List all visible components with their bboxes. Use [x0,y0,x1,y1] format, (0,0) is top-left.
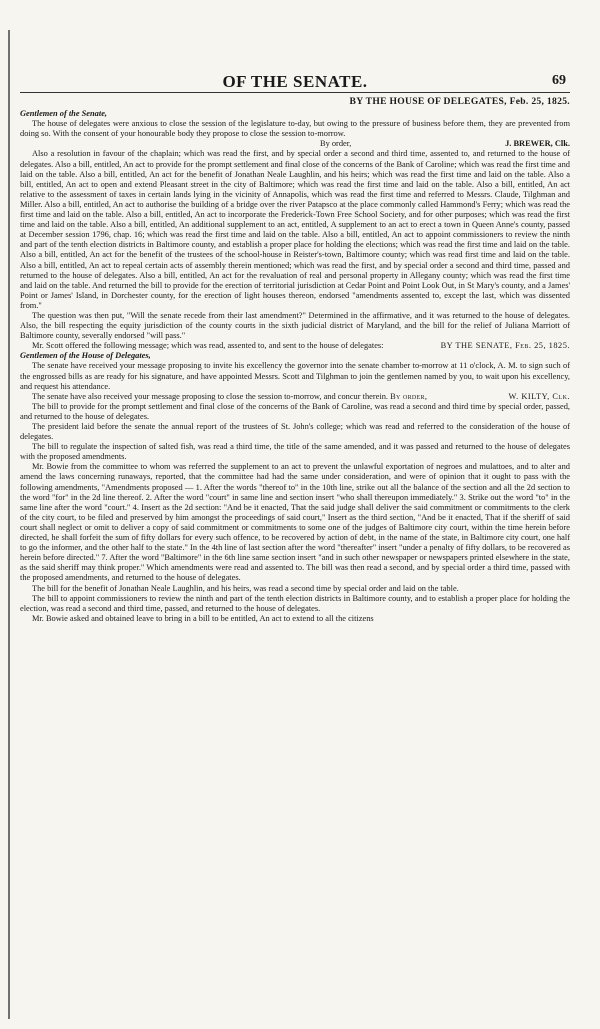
paragraph-st-johns: The president laid before the senate the annual report of the trustees of St. John's college; which was read and referred to the consideration of the house of delegates. [20,422,570,442]
paragraph-concur [20,392,570,402]
dateline-senate: BY THE SENATE, Feb. 25, 1825. [440,341,570,351]
house-message: The house of delegates were anxious to close the session of the legislature to-day, but owing to the pressure of business before them, they are prevented from doing so. With the consent of your honourable body they propose to close the session to-morrow. [20,119,570,139]
clerk-signature-brewer: J. BREWER, Clk. [505,139,570,149]
scott-message-text: Mr. Scott offered the following message; which was read, assented to, and sent to the house of delegates: [32,341,384,351]
header-rule [20,92,570,93]
paragraph-bowie-amendments: Mr. Bowie from the committee to whom was referred the supplement to an act to prevent the unlawful exportation of negroes and mulattoes, and to alter and amend the laws concerning runaways, reported, that the committee had had the same under consideration, and were of opinion that it ought to pass with the following amendments, "Amendments proposed — 1. After the words "thereof to" in the 10th line, strike out all the balance of the section and all the 2d section to the word "for" in the 2d line thereof. 2. After the word "court" in same line and section insert "who shall thereupon immediately." 3. Strike out the word "to" in the same line after the word "court." 4. Insert as the 2d section: "And be it enacted, That the said judge shall deliver the said commitment or commitments to the clerk of the city court, to be filed and preserved by him amongst the proceedings of said court," Insert as the third section, "And be it enacted, That if the sheriff of said court shall neglect or omit to deliver a copy of said commitment or commitments to some one of the judges of Baltimore city court, within the time herein before directed, he shall forfeit the sum of fifty dollars for every such offence, to be recovered by action of debt, in the name of the state, in Baltimore city court, one half to go the informer, and the other half to the state." In the 4th line of last section after the word "thereafter" insert "under a penalty of fifty dollars, to be recovered as herein before directed." 7. After the word "Baltimore" in the 6th line same section insert "and in such other newspaper or newspapers printed elsewhere in the state, as the said sheriff may think proper." Which amendments were read and assented to. The bill was then read a second, and by special order a third time, passed with the proposed amendments, and returned to the house of delegates. [20,462,570,583]
binding-rule [8,30,10,1019]
concur-text: The senate have also received your message proposing to close the session to-morrow, and concur therein. [32,391,388,401]
paragraph-laughlin-bill: The bill for the benefit of Jonathan Neale Laughlin, and his heirs, was read a second time by special order and laid on the table. [32,583,459,593]
paragraph-commissioners-bill: The bill to appoint commissioners to review the ninth and part of the tenth election districts in Baltimore county, and to establish a proper place for holding the election, was read a second and third time, passed, and returned to the house of delegates. [20,593,570,613]
senate-message: The senate have received your message proposing to invite his excellency the governor into the senate chamber to-morrow at 11 o'clock, A. M. to sign such of the engrossed bills as are ready for his signature, and have appointed Messrs. Scott and Tilghman to join the gentlemen named by you, to wait upon his excellency, and request his attendance. [20,361,570,391]
order-label-2: By order, [390,391,428,401]
paragraph-salted-fish: The bill to regulate the inspection of salted fish, was read a third time, the title of the same amended, and it was passed and returned to the house of delegates with the proposed amendments. [20,442,570,462]
paragraph-recede-question: The question was then put, "Will the senate recede from their last amendment?" Determined in the affirmative, and it was returned to the house of delegates. Also, the bill respecting the equity jurisdiction of the county courts in the sixth judicial district of Maryland, and the bill for the relief of Juliana Marriott of Baltimore county, severally endorsed "will pass." [20,310,570,341]
paragraph-bowie-leave: Mr. Bowie asked and obtained leave to bring in a bill to be entitled, An act to extend to all the citizens [32,613,374,623]
running-head: OF THE SENATE. [222,72,368,91]
dateline-house: BY THE HOUSE OF DELEGATES, Feb. 25, 1825. [349,96,570,107]
order-label: By order, [320,139,352,149]
paragraph-bills-received: Also a resolution in favour of the chaplain; which was read the first, and by special order a second and third time, assented to, and returned to the house of delegates. Also a bill, entitled, An act to provide for the prompt settlement and final close of the concerns of the Bank of Caroline; which was read the first time and laid on the table. Also a bill, entitled, An act for the benefit of Jonathan Neale Laughlin, and his heirs; which was read the first time and laid on the table. Also a bill, entitled, An act to open and extend Pleasant street in the city of Baltimore; which was read the first time and laid on the table. Also a bill, entitled, An act relative to the assessment of taxes in certain lands lying in the vicinity of Annapolis, which was read the first time and referred to Messrs. Claude, Tilghman and Miller. Also a bill, entitled, An act to authorise the building of a bridge over the river Patapsco at the place commonly called Hammond's Ferry; which was read the first time and laid on the table. Also a bill, entitled, An act to incorporate the Frederick-Town Free School Society, and for other purposes; which was read the first time and laid on the table. Also a bill, entitled, An additional supplement to an act, entitled, A supplement to an act to erect a town in Queen Anne's county, passed at December session 1796, chap. 16; which was read the first time and laid on the table. Also a bill, entitled, An act to appoint commissioners to review the ninth and part of the tenth election districts in Baltimore county, and establish a proper place for holding the elections; which was read the first time and laid on the table. Also a bill, entitled, An act for the benefit of the trustees of the school-house in Reister's-town, Baltimore county; which was read first time and laid on the table. Also a bill, entitled, An act to repeal certain acts of assembly therein mentioned; which was read the first, and by special order a second and third time, passed and returned to the house of delegates. Also a bill, entitled, An act for the revaluation of real and personal property in Allegany county; which was read the first time and laid on the table. And returned the bill to provide for the erection of territorial jurisdiction at Cedar Point and Point Look Out, in St Mary's county, and a James' Point or James' Island, in Dorchester county, for the erection of light houses thereon, endorsed "amendments assented to, except the last, which was dissented from." [20,149,570,310]
paragraph-bank-caroline: The bill to provide for the prompt settlement and final close of the concerns of the Bank of Caroline, was read a second and third time by special order, passed, and returned to the house of delegates. [20,401,570,421]
salutation-house: Gentlemen of the House of Delegates, [20,351,151,361]
paragraph-scott-message [20,341,570,351]
clerk-signature-kilty: W. KILTY, Clk. [508,391,570,401]
salutation-senate: Gentlemen of the Senate, [20,109,108,119]
page-number: 69 [552,73,566,88]
journal-text [20,97,570,624]
order-signature-1 [20,139,570,149]
